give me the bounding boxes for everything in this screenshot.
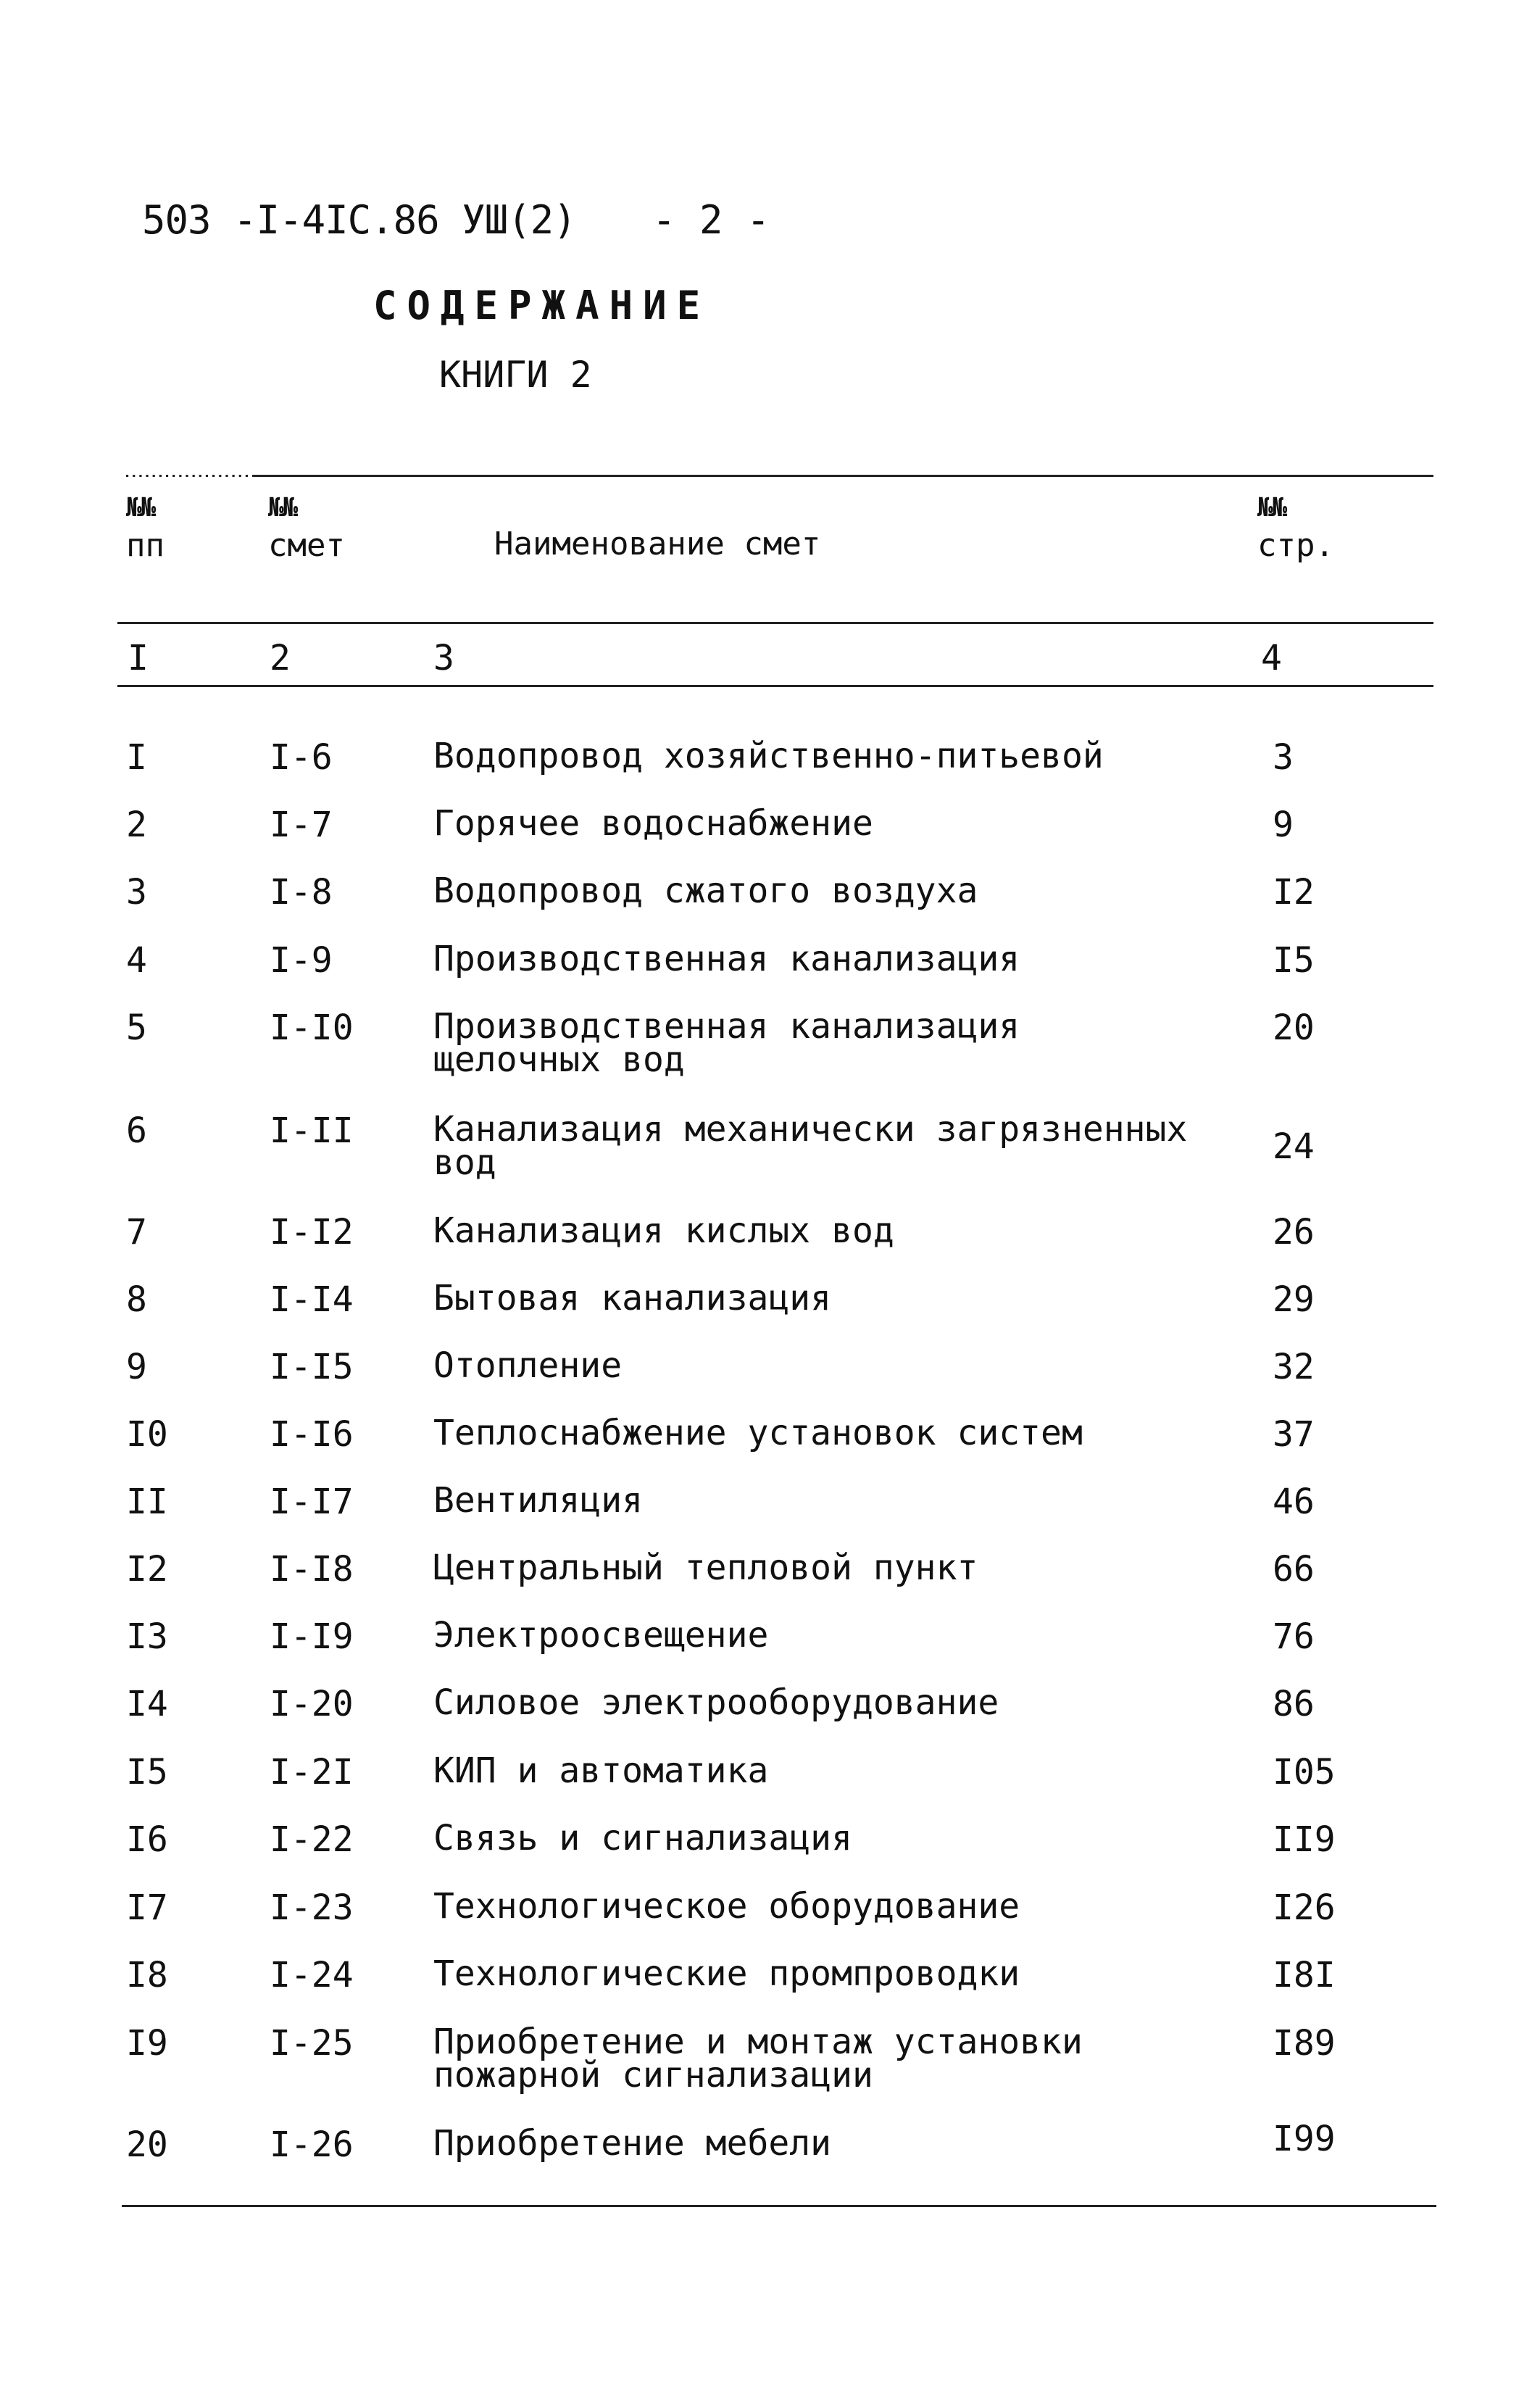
page-ref: II9 bbox=[1273, 1819, 1336, 1860]
row-number: I0 bbox=[126, 1414, 168, 1455]
estimate-code: I-I8 bbox=[270, 1549, 354, 1590]
estimate-name: Отопление bbox=[433, 1345, 623, 1386]
estimate-name: Канализация механически загрязненных вод bbox=[433, 1109, 1188, 1183]
row-number: I6 bbox=[126, 1819, 168, 1860]
column-number: I bbox=[128, 638, 149, 678]
row-number: I5 bbox=[126, 1752, 168, 1792]
estimate-name: Горячее водоснабжение bbox=[433, 803, 873, 844]
estimate-name: Электроосвещение bbox=[433, 1615, 769, 1656]
row-number: I3 bbox=[126, 1616, 168, 1657]
estimate-code: I-24 bbox=[270, 1955, 354, 1995]
document-code: 503 -I-4IC.86 УШ(2) bbox=[142, 197, 576, 243]
page-ref: 26 bbox=[1273, 1212, 1315, 1252]
page-ref: I05 bbox=[1273, 1752, 1336, 1792]
estimate-name: Центральный тепловой пункт bbox=[433, 1548, 978, 1588]
row-number: 6 bbox=[126, 1110, 147, 1151]
column-header-marks: №№ bbox=[126, 493, 155, 523]
row-number: 8 bbox=[126, 1279, 147, 1320]
column-header-label: Наименование смет bbox=[494, 525, 821, 562]
estimate-code: I-I5 bbox=[270, 1347, 354, 1387]
column-number: 3 bbox=[433, 638, 454, 678]
page-ref: 24 bbox=[1273, 1126, 1315, 1167]
page-ref: 3 bbox=[1273, 737, 1294, 778]
page-ref: I2 bbox=[1273, 872, 1315, 913]
row-number: 3 bbox=[126, 872, 147, 913]
row-number: 20 bbox=[126, 2124, 168, 2165]
column-header-label: смет bbox=[268, 527, 345, 564]
page-title: СОДЕРЖАНИЕ bbox=[373, 283, 711, 328]
row-number: 9 bbox=[126, 1347, 147, 1387]
estimate-name: Технологическое оборудование bbox=[433, 1886, 1020, 1927]
estimate-code: I-I6 bbox=[270, 1414, 354, 1455]
page-ref: 46 bbox=[1273, 1482, 1315, 1522]
column-header-label: пп bbox=[126, 527, 165, 564]
page-number: - 2 - bbox=[652, 197, 770, 243]
row-number: I2 bbox=[126, 1549, 168, 1590]
estimate-code: I-I7 bbox=[270, 1482, 354, 1522]
estimate-code: I-2I bbox=[270, 1752, 354, 1792]
row-number: I9 bbox=[126, 2023, 168, 2064]
row-number: 2 bbox=[126, 805, 147, 845]
estimate-code: I-I4 bbox=[270, 1279, 354, 1320]
table-top-rule bbox=[122, 475, 1433, 477]
row-number: I bbox=[126, 737, 147, 778]
estimate-name: Силовое электрооборудование bbox=[433, 1682, 999, 1723]
estimate-name: Канализация кислых вод bbox=[433, 1210, 894, 1251]
estimate-code: I-7 bbox=[270, 805, 333, 845]
estimate-code: I-23 bbox=[270, 1887, 354, 1928]
column-header-estimate-number bbox=[268, 489, 345, 565]
estimate-code: I-20 bbox=[270, 1684, 354, 1724]
column-header-marks: №№ bbox=[1257, 493, 1286, 523]
row-number: 5 bbox=[126, 1008, 147, 1048]
page-ref: I99 bbox=[1273, 2119, 1336, 2159]
estimate-code: I-I2 bbox=[270, 1212, 354, 1252]
estimate-code: I-25 bbox=[270, 2023, 354, 2064]
estimate-code: I-I9 bbox=[270, 1616, 354, 1657]
column-header-row-number bbox=[126, 489, 165, 565]
column-number: 4 bbox=[1261, 638, 1282, 678]
page-ref: I26 bbox=[1273, 1887, 1336, 1928]
page-ref: I8I bbox=[1273, 1955, 1336, 1995]
estimate-name: Производственная канализация щелочных вод bbox=[433, 1006, 1020, 1080]
table-bottom-rule bbox=[122, 2205, 1436, 2207]
estimate-name: Теплоснабжение установок систем bbox=[433, 1413, 1083, 1453]
estimate-name: Бытовая канализация bbox=[433, 1278, 832, 1318]
column-number: 2 bbox=[270, 638, 291, 678]
estimate-code: I-9 bbox=[270, 940, 333, 981]
page-ref: 20 bbox=[1273, 1008, 1315, 1048]
estimate-code: I-6 bbox=[270, 737, 333, 778]
page-ref: 29 bbox=[1273, 1279, 1315, 1320]
row-number: II bbox=[126, 1482, 168, 1522]
estimate-name: Связь и сигнализация bbox=[433, 1818, 852, 1858]
column-numbers-rule bbox=[117, 685, 1433, 687]
row-number: I8 bbox=[126, 1955, 168, 1995]
estimate-name: Приобретение мебели bbox=[433, 2123, 832, 2164]
header-separator-rule bbox=[117, 622, 1433, 624]
page-ref: 86 bbox=[1273, 1684, 1315, 1724]
estimate-name: КИП и автоматика bbox=[433, 1750, 769, 1791]
page-subtitle: КНИГИ 2 bbox=[439, 354, 592, 396]
column-header-estimate-name bbox=[494, 525, 820, 563]
page-ref: 37 bbox=[1273, 1414, 1315, 1455]
estimate-code: I-II bbox=[270, 1110, 354, 1151]
estimate-name: Производственная канализация bbox=[433, 939, 1020, 979]
estimate-name: Водопровод хозяйственно-питьевой bbox=[433, 736, 1104, 776]
page-ref: 76 bbox=[1273, 1616, 1315, 1657]
page-ref: 66 bbox=[1273, 1549, 1315, 1590]
page-ref: 32 bbox=[1273, 1347, 1315, 1387]
column-header-marks: №№ bbox=[268, 493, 297, 523]
estimate-code: I-26 bbox=[270, 2124, 354, 2165]
estimate-name: Вентиляция bbox=[433, 1480, 643, 1521]
row-number: I7 bbox=[126, 1887, 168, 1928]
estimate-name: Приобретение и монтаж установки пожарной сигнализации bbox=[433, 2022, 1083, 2095]
column-header-label: стр. bbox=[1257, 527, 1334, 564]
page-ref: I89 bbox=[1273, 2023, 1336, 2064]
estimate-code: I-I0 bbox=[270, 1008, 354, 1048]
table-top-rule-dash bbox=[122, 475, 252, 477]
column-header-page bbox=[1257, 489, 1334, 565]
row-number: I4 bbox=[126, 1684, 168, 1724]
page-ref: I5 bbox=[1273, 940, 1315, 981]
row-number: 4 bbox=[126, 940, 147, 981]
estimate-name: Технологические промпроводки bbox=[433, 1953, 1020, 1994]
page-ref: 9 bbox=[1273, 805, 1294, 845]
estimate-name: Водопровод сжатого воздуха bbox=[433, 871, 978, 911]
estimate-code: I-22 bbox=[270, 1819, 354, 1860]
estimate-code: I-8 bbox=[270, 872, 333, 913]
row-number: 7 bbox=[126, 1212, 147, 1252]
